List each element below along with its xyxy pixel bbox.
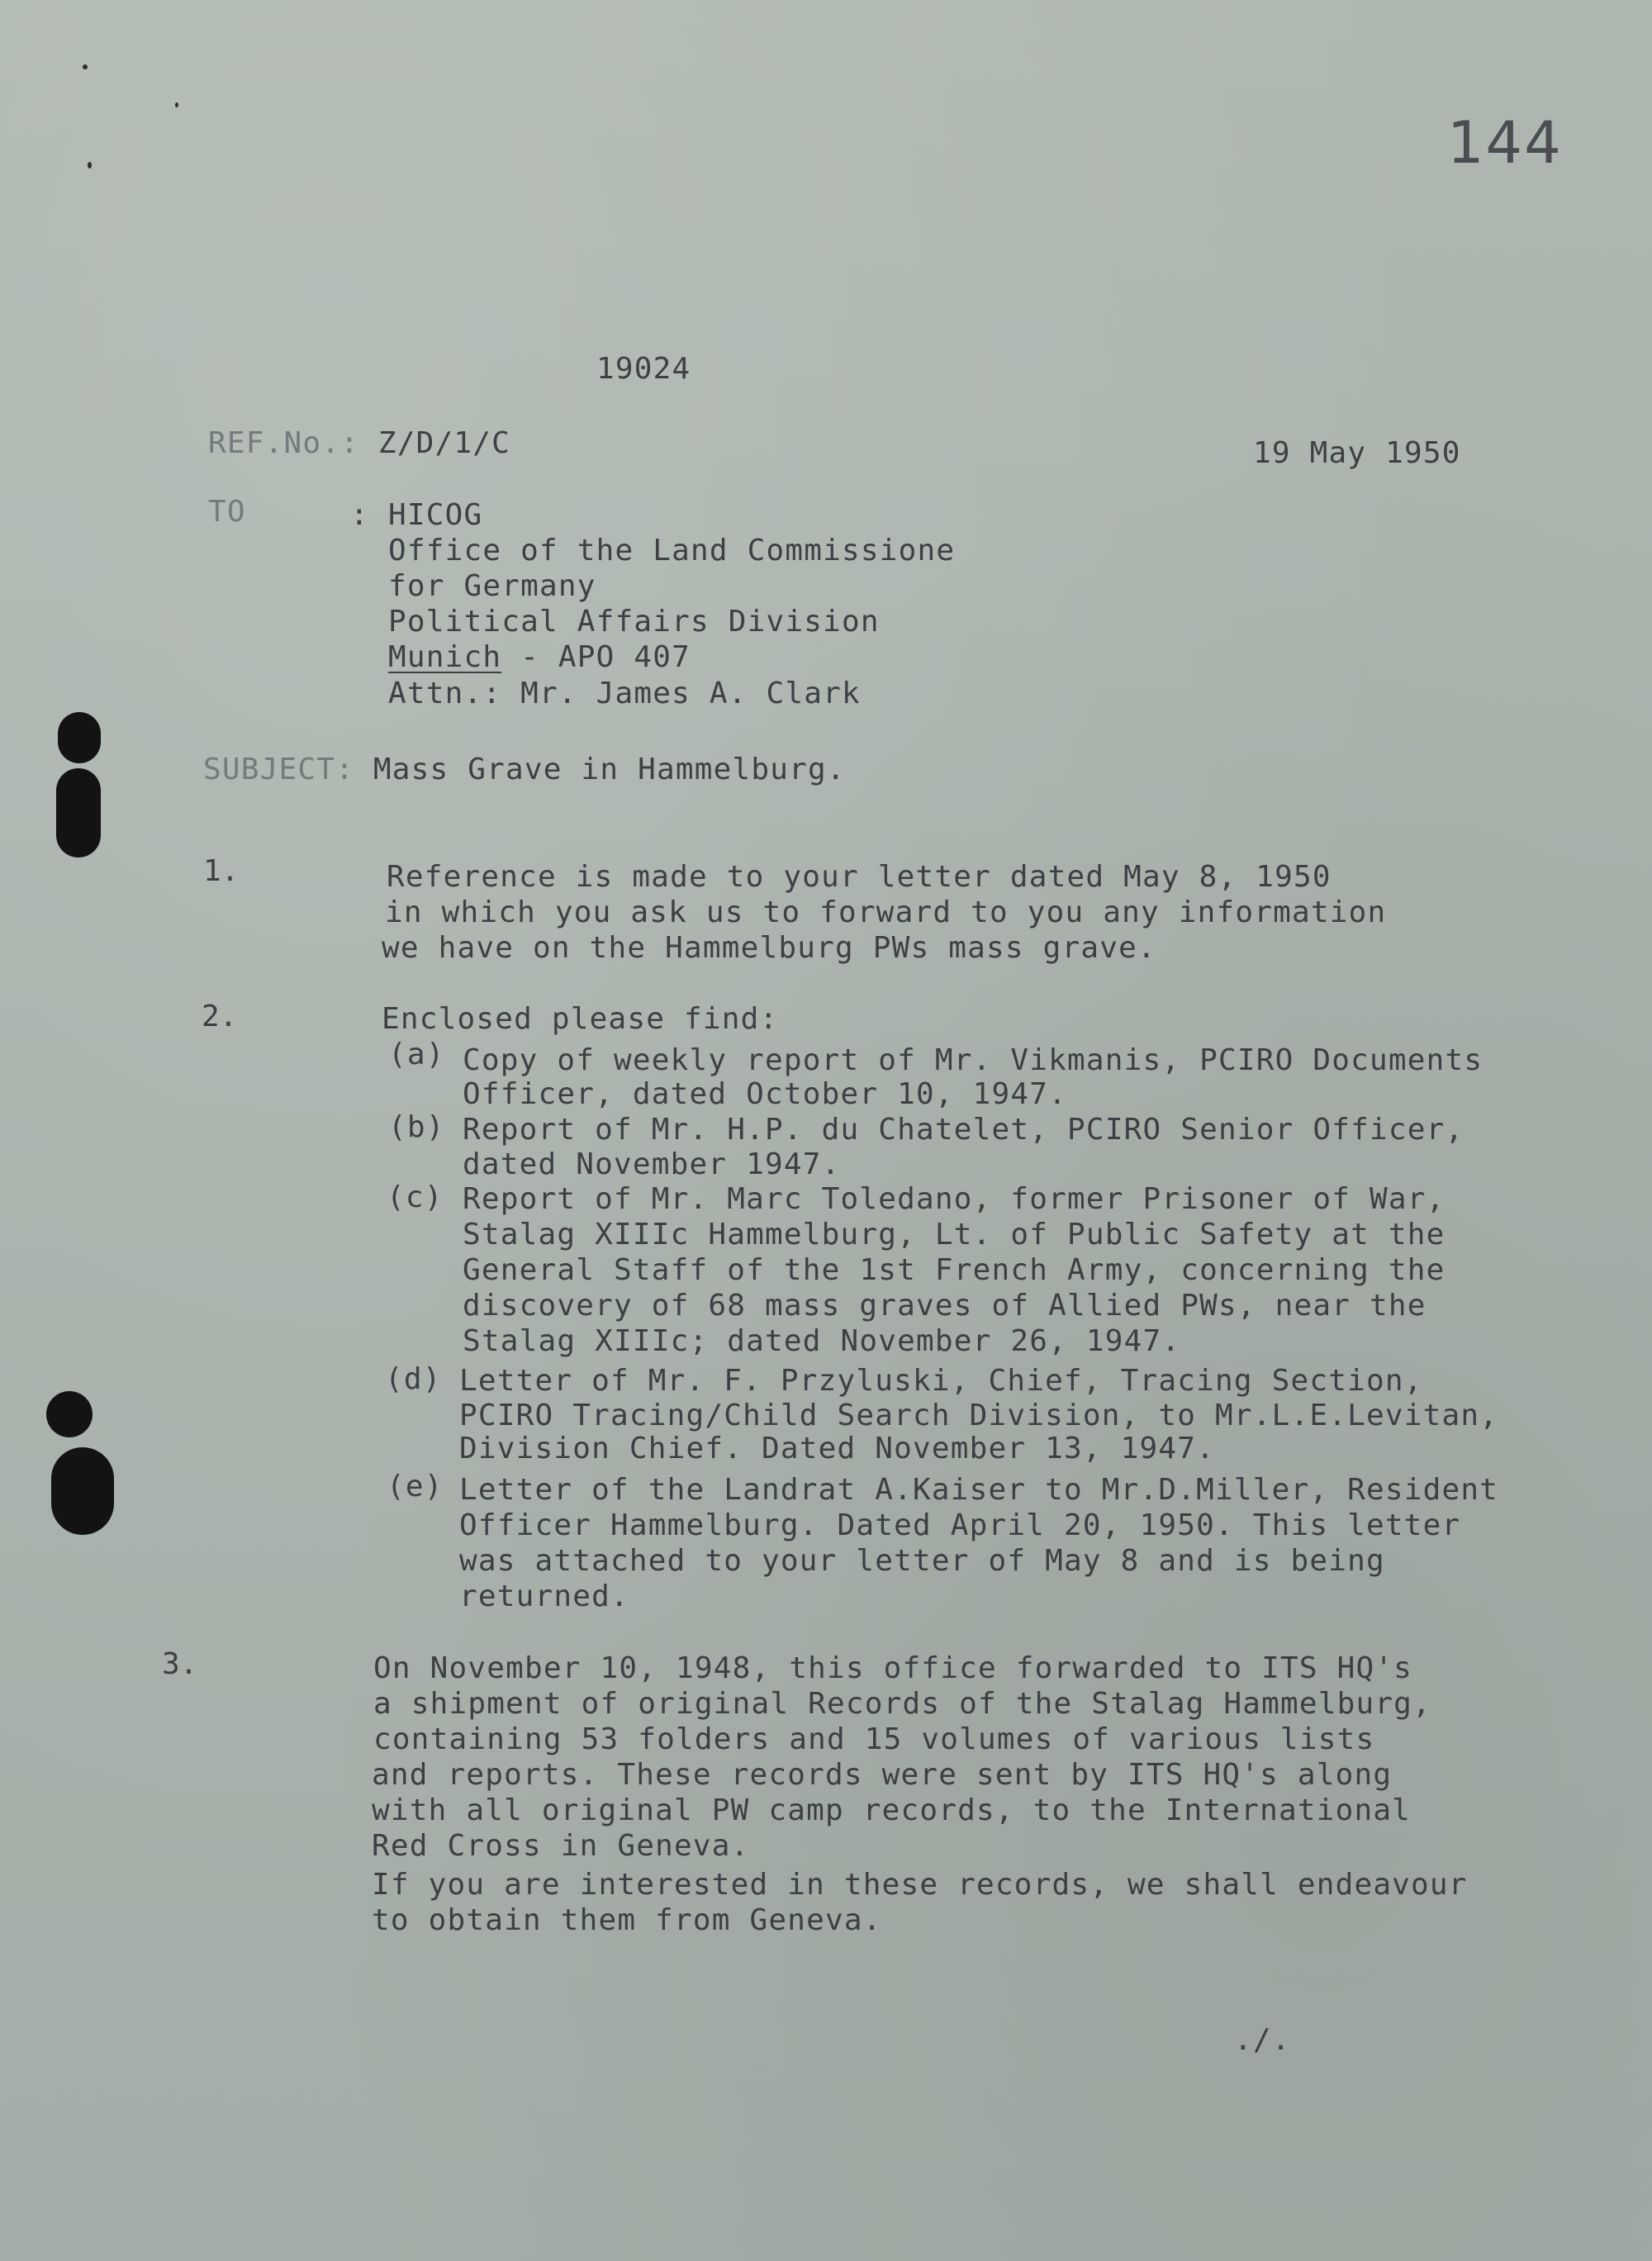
- paragraph-line: Red Cross in Geneva.: [372, 1829, 750, 1863]
- to-label: TO: [208, 495, 246, 529]
- punch-hole: [56, 768, 101, 857]
- paragraph-number: 2.: [202, 1000, 238, 1033]
- to-line: Political Affairs Division: [388, 605, 880, 639]
- to-line: Office of the Land Commissione: [388, 534, 956, 568]
- enclosure-line: was attached to your letter of May 8 and is being: [459, 1544, 1385, 1578]
- paragraph-line: with all original PW camp records, to the International: [372, 1793, 1412, 1827]
- letter-date: 19 May 1950: [1253, 436, 1461, 470]
- paragraph-line: containing 53 folders and 15 volumes of various lists: [373, 1722, 1375, 1756]
- document-number: 19024: [596, 352, 691, 386]
- enclosure-letter: (a): [388, 1038, 445, 1071]
- paragraph-line: and reports. These records were sent by ITS HQ's along: [372, 1758, 1393, 1792]
- enclosure-line: Letter of Mr. F. Przyluski, Chief, Tracing Section,: [459, 1364, 1423, 1398]
- paragraph-number: 1.: [203, 854, 240, 888]
- enclosure-letter: (e): [387, 1470, 444, 1503]
- enclosure-line: Report of Mr. Marc Toledano, former Prisoner of War,: [463, 1182, 1446, 1216]
- enclosure-line: Letter of the Landrat A.Kaiser to Mr.D.Miller, Resident: [459, 1473, 1499, 1507]
- enclosure-line: General Staff of the 1st French Army, concerning the: [463, 1253, 1446, 1287]
- enclosure-line: PCIRO Tracing/Child Search Division, to Mr.L.E.Levitan,: [459, 1399, 1499, 1432]
- enclosure-line: Stalag XIIIc Hammelburg, Lt. of Public Safety at the: [463, 1218, 1446, 1252]
- punch-hole: [51, 1447, 114, 1535]
- paragraph-line: a shipment of original Records of the Stalag Hammelburg,: [373, 1687, 1431, 1721]
- paragraph-number: 3.: [162, 1647, 198, 1681]
- enclosure-line: Division Chief. Dated November 13, 1947.: [459, 1432, 1215, 1465]
- continuation-mark: ./.: [1234, 2023, 1291, 2057]
- to-line: HICOG: [388, 498, 483, 532]
- enclosure-line: returned.: [459, 1579, 629, 1613]
- enclosure-line: discovery of 68 mass graves of Allied PWs, near the: [463, 1289, 1427, 1323]
- attention-line: Attn.: Mr. James A. Clark: [388, 677, 861, 710]
- enclosure-line: dated November 1947.: [463, 1147, 841, 1181]
- enclosure-line: Officer Hammelburg. Dated April 20, 1950. This letter: [459, 1508, 1461, 1542]
- enclosure-line: Stalag XIIIc; dated November 26, 1947.: [463, 1324, 1181, 1358]
- to-colon: :: [350, 498, 369, 532]
- to-city-suffix: - APO 407: [501, 640, 691, 674]
- punch-hole: [58, 712, 101, 763]
- enclosure-letter: (d): [385, 1362, 442, 1396]
- reference-value: Z/D/1/C: [377, 426, 510, 460]
- reference-label: REF.No.:: [208, 426, 359, 460]
- paper-speck: [83, 64, 88, 69]
- enclosure-letter: (b): [388, 1110, 445, 1144]
- punch-hole: [46, 1391, 93, 1437]
- enclosure-line: Report of Mr. H.P. du Chatelet, PCIRO Senior Officer,: [463, 1113, 1464, 1147]
- enclosure-intro: Enclosed please find:: [382, 1002, 779, 1036]
- paragraph-line: Reference is made to your letter dated May 8, 1950: [387, 860, 1332, 894]
- paragraph-line: to obtain them from Geneva.: [372, 1903, 882, 1937]
- paragraph-line: If you are interested in these records, we shall endeavour: [372, 1868, 1468, 1902]
- subject-line: [203, 752, 846, 787]
- paragraph-line: On November 10, 1948, this office forwarded to ITS HQ's: [373, 1651, 1413, 1685]
- to-city-line: [388, 639, 691, 675]
- to-line: for Germany: [388, 569, 596, 603]
- paper-speck: [175, 102, 178, 107]
- subject-label: SUBJECT:: [203, 753, 354, 786]
- subject-value: Mass Grave in Hammelburg.: [373, 753, 846, 786]
- enclosure-letter: (c): [387, 1180, 444, 1214]
- reference-line: [208, 425, 510, 461]
- paragraph-line: in which you ask us to forward to you any information: [385, 895, 1387, 929]
- paragraph-line: we have on the Hammelburg PWs mass grave.: [382, 931, 1156, 965]
- folio-number: 144: [1447, 109, 1563, 177]
- enclosure-line: Copy of weekly report of Mr. Vikmanis, PCIRO Documents: [463, 1043, 1483, 1077]
- enclosure-line: Officer, dated October 10, 1947.: [463, 1077, 1067, 1111]
- to-city: Munich: [388, 640, 502, 674]
- paper-speck: [88, 162, 92, 169]
